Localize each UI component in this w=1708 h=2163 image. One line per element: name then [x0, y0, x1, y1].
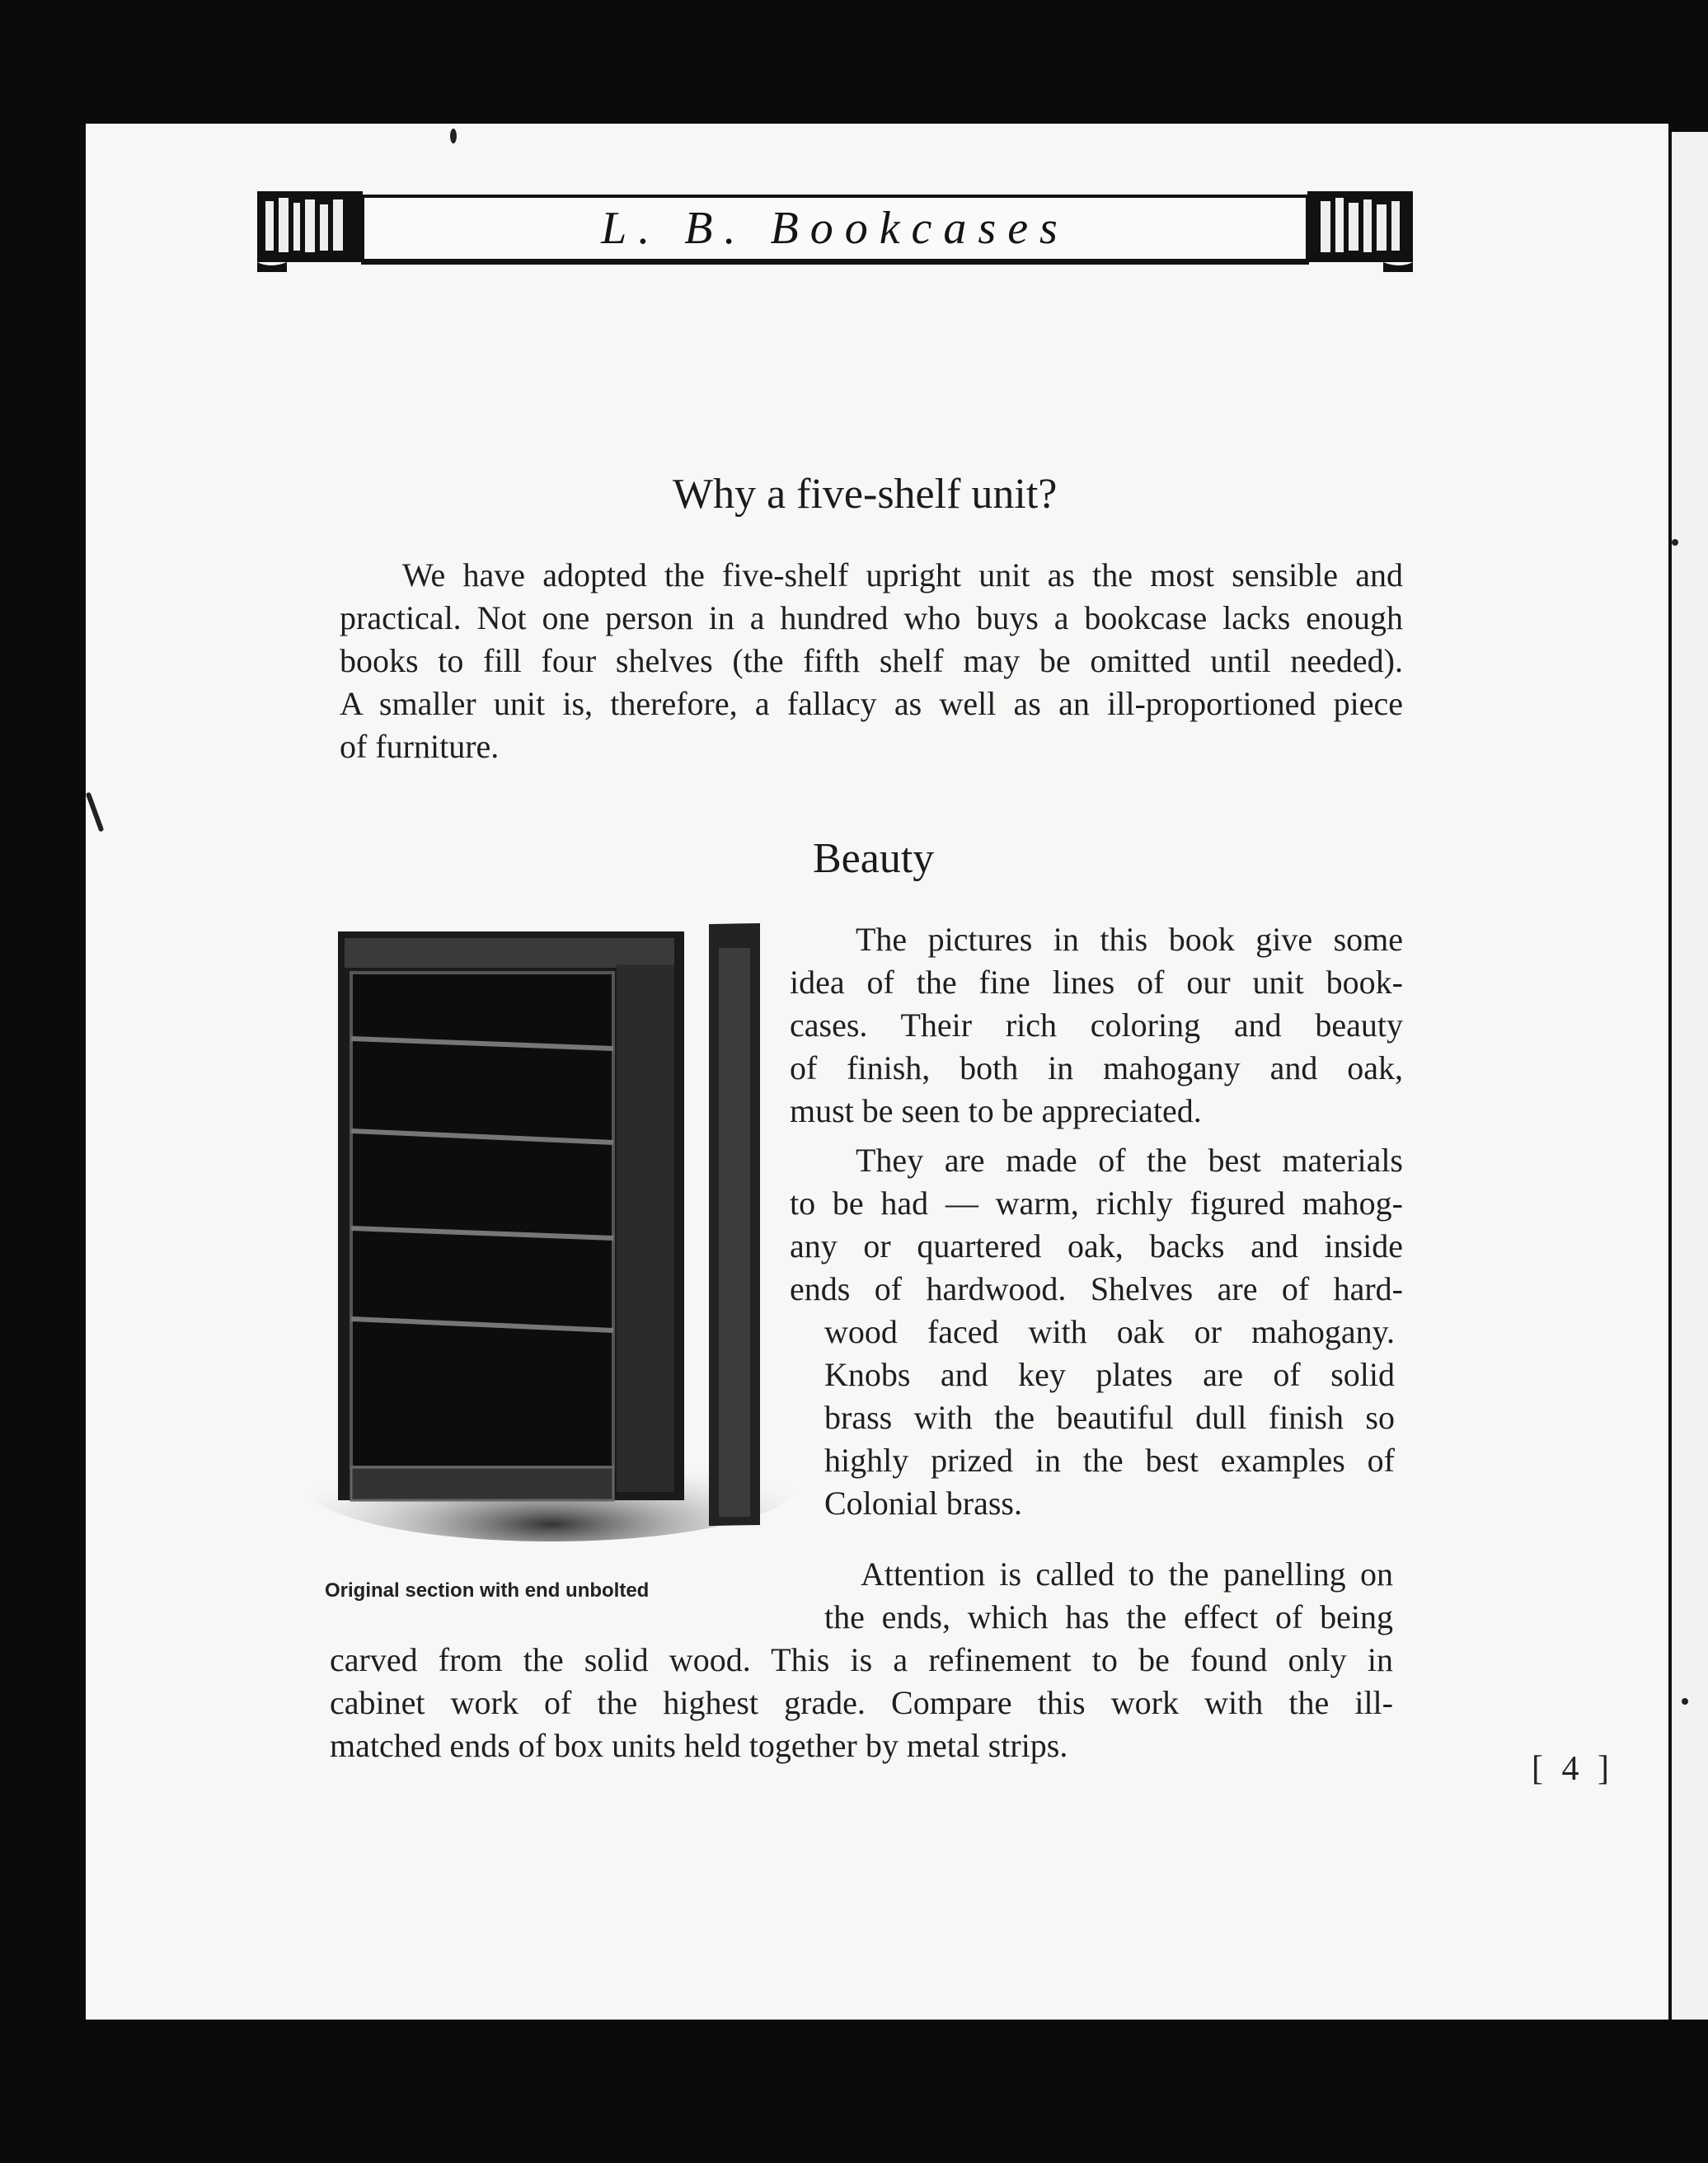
paragraph-beauty-3	[824, 1553, 1393, 1639]
text-line: of furniture.	[340, 728, 500, 765]
text-line: cases. Their rich coloring and beauty	[790, 1006, 1403, 1044]
text-line: cabinet work of the highest grade. Compare this work with the ill-	[330, 1684, 1393, 1721]
text-line: of finish, both in mahogany and oak,	[790, 1049, 1403, 1086]
books-ornament-left-icon	[254, 183, 366, 272]
speck	[1672, 539, 1678, 546]
text-line: the ends, which has the effect of being	[824, 1598, 1393, 1635]
text-line: must be seen to be appreciated.	[790, 1092, 1202, 1129]
speck	[450, 129, 457, 143]
paragraph-beauty-2-continued	[824, 1311, 1395, 1525]
text-line: The pictures in this book give some	[856, 921, 1403, 958]
text-line: We have adopted the five-shelf upright unit as the most sensible and	[402, 556, 1403, 594]
paragraph-beauty-2	[790, 1139, 1403, 1311]
speck	[1682, 1698, 1688, 1705]
text-line: Attention is called to the panelling on	[861, 1555, 1393, 1593]
text-line: carved from the solid wood. This is a refinement to be found only in	[330, 1641, 1393, 1678]
text-line: idea of the fine lines of our unit book-	[790, 964, 1403, 1001]
text-line: They are made of the best materials	[856, 1142, 1403, 1179]
header-title-bar	[361, 195, 1309, 265]
paragraph-five-shelf	[340, 554, 1403, 768]
text-line: highly prized in the best examples of	[824, 1442, 1395, 1479]
header-banner	[254, 183, 1416, 272]
text-line: A smaller unit is, therefore, a fallacy as well as an ill-proportioned piece	[340, 685, 1403, 722]
section-heading-five-shelf: Why a five-shelf unit?	[673, 471, 1058, 518]
section-heading-beauty: Beauty	[813, 835, 935, 882]
text-line: Colonial brass.	[824, 1485, 1022, 1522]
text-line: Knobs and key plates are of solid	[824, 1356, 1395, 1393]
text-line: brass with the beautiful dull finish so	[824, 1399, 1395, 1436]
books-ornament-right-icon	[1304, 183, 1416, 272]
text-line: books to fill four shelves (the fifth shelf may be omitted until needed).	[340, 642, 1403, 679]
paragraph-beauty-3-continued	[330, 1639, 1393, 1767]
adjacent-page-edge	[1668, 132, 1708, 2020]
header-title: L. B. Bookcases	[601, 203, 1069, 254]
text-line: to be had — warm, richly figured mahog-	[790, 1185, 1403, 1222]
text-line: ends of hardwood. Shelves are of hard-	[790, 1270, 1403, 1307]
paragraph-beauty-1	[790, 918, 1403, 1133]
figure-caption: Original section with end unbolted	[325, 1579, 650, 1602]
page-number: [ 4 ]	[1532, 1750, 1614, 1788]
text-line: any or quartered oak, backs and inside	[790, 1227, 1403, 1264]
text-line: practical. Not one person in a hundred who buys a bookcase lacks enough	[340, 599, 1403, 636]
text-line: wood faced with oak or mahogany.	[824, 1313, 1395, 1350]
bookcase-photo	[287, 915, 798, 1541]
text-line: matched ends of box units held together by metal strips.	[330, 1727, 1068, 1764]
